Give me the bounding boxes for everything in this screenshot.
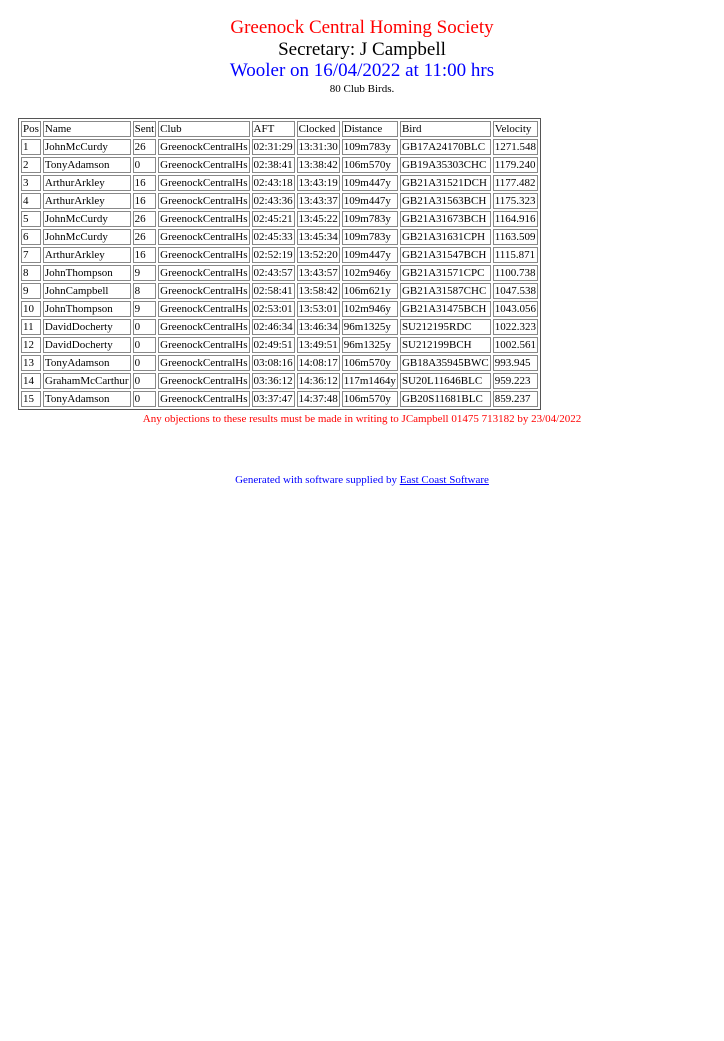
cell-velocity: 859.237 <box>493 391 538 407</box>
cell-clocked: 13:45:22 <box>298 213 338 225</box>
cell-distance: 96m1325y <box>342 337 398 353</box>
cell-pos: 8 <box>21 265 41 281</box>
cell-velocity: 1179.240 <box>493 157 538 173</box>
cell-distance: 109m447y <box>342 175 398 191</box>
cell-distance: 106m570y <box>342 391 398 407</box>
cell-name: JohnThompson <box>43 265 131 281</box>
east-coast-software-link[interactable]: East Coast Software <box>399 474 489 486</box>
cell-club: GreenockCentralHs <box>160 357 248 369</box>
cell-name: TonyAdamson <box>43 355 131 371</box>
race-line: Wooler on 16/04/2022 at 11:00 hrs <box>229 60 495 81</box>
cell-sent: 16 <box>133 193 157 209</box>
cell-aft: 02:49:51 <box>253 339 293 351</box>
cell-club: GreenockCentralHs <box>160 177 248 189</box>
cell-distance: 109m447y <box>342 193 398 209</box>
secretary-line: Secretary: J Campbell <box>278 39 446 60</box>
cell-club: GreenockCentralHs <box>160 285 248 297</box>
table-row <box>21 265 538 281</box>
cell-aft: 02:53:01 <box>253 303 293 315</box>
col-bird: Bird <box>400 121 491 137</box>
cell-bird: GB21A31547BCH <box>400 247 491 263</box>
cell-pos: 14 <box>21 373 41 389</box>
cell-aft: 03:36:12 <box>253 375 293 387</box>
table-row <box>21 283 538 299</box>
cell-clocked: 14:08:17 <box>298 357 338 369</box>
cell-club: GreenockCentralHs <box>160 375 248 387</box>
cell-sent: 9 <box>133 301 157 317</box>
cell-bird: GB21A31631CPH <box>400 229 491 245</box>
cell-pos: 4 <box>21 193 41 209</box>
cell-distance: 109m447y <box>342 247 398 263</box>
generated-text: Generated with software supplied by <box>235 474 400 486</box>
cell-distance: 117m1464y <box>343 375 396 387</box>
table-row <box>21 157 538 173</box>
table-row <box>21 229 538 245</box>
col-clocked: Clocked <box>297 121 340 137</box>
cell-velocity: 959.223 <box>493 373 538 389</box>
cell-name: ArthurArkley <box>43 247 131 263</box>
cell-sent: 0 <box>133 157 157 173</box>
col-name: Name <box>43 121 131 137</box>
cell-name: TonyAdamson <box>43 391 131 407</box>
table-row <box>21 391 538 407</box>
society-title: Greenock Central Homing Society <box>230 17 494 38</box>
cell-velocity: 1164.916 <box>493 211 538 227</box>
table-row <box>21 211 538 227</box>
table-row <box>21 139 538 155</box>
cell-velocity: 1022.323 <box>494 321 536 333</box>
cell-sent: 16 <box>133 175 157 191</box>
cell-clocked: 13:38:42 <box>298 159 338 171</box>
cell-velocity: 1115.871 <box>493 247 538 263</box>
cell-clocked: 13:49:51 <box>298 339 338 351</box>
page-header <box>0 17 724 97</box>
cell-name: DavidDocherty <box>43 319 131 335</box>
cell-velocity: 993.945 <box>493 355 538 371</box>
cell-bird: GB21A31587CHC <box>400 283 491 299</box>
cell-clocked: 13:52:20 <box>298 249 338 261</box>
table-row <box>21 337 538 353</box>
cell-pos: 2 <box>21 157 41 173</box>
cell-bird: GB21A31475BCH <box>400 301 491 317</box>
cell-aft: 02:43:36 <box>253 195 293 207</box>
cell-sent: 26 <box>133 211 157 227</box>
cell-pos: 6 <box>21 229 41 245</box>
cell-name: ArthurArkley <box>43 175 131 191</box>
cell-pos: 7 <box>21 247 41 263</box>
birds-count: 80 Club Birds. <box>329 83 395 95</box>
cell-name: JohnMcCurdy <box>43 211 131 227</box>
cell-sent: 0 <box>133 355 157 371</box>
cell-aft: 02:38:41 <box>253 159 293 171</box>
cell-pos: 10 <box>21 301 41 317</box>
cell-sent: 16 <box>133 247 157 263</box>
cell-aft: 02:43:18 <box>253 177 293 189</box>
cell-bird: GB19A35303CHC <box>400 157 491 173</box>
cell-distance: 106m570y <box>342 355 398 371</box>
cell-bird: GB21A31563BCH <box>400 193 491 209</box>
cell-distance: 96m1325y <box>342 319 398 335</box>
cell-sent: 9 <box>133 265 157 281</box>
cell-distance: 109m783y <box>342 229 398 245</box>
cell-clocked: 13:43:37 <box>298 195 338 207</box>
cell-sent: 26 <box>133 139 157 155</box>
cell-distance: 109m783y <box>342 139 398 155</box>
cell-aft: 02:43:57 <box>253 267 293 279</box>
cell-club: GreenockCentralHs <box>160 339 248 351</box>
cell-distance: 102m946y <box>342 265 398 281</box>
cell-name: JohnMcCurdy <box>43 229 131 245</box>
cell-clocked: 13:43:19 <box>298 177 338 189</box>
cell-pos: 3 <box>21 175 41 191</box>
cell-sent: 0 <box>133 337 157 353</box>
col-distance: Distance <box>342 121 398 137</box>
cell-clocked: 13:46:34 <box>298 321 338 333</box>
cell-club: GreenockCentralHs <box>160 159 248 171</box>
cell-name: JohnCampbell <box>43 283 131 299</box>
cell-sent: 0 <box>133 319 157 335</box>
cell-velocity: 1177.482 <box>493 175 538 191</box>
cell-aft: 02:45:33 <box>253 231 293 243</box>
cell-velocity: 1271.548 <box>494 141 536 153</box>
cell-clocked: 13:45:34 <box>298 231 338 243</box>
cell-aft: 02:45:21 <box>253 213 293 225</box>
cell-club: GreenockCentralHs <box>160 303 248 315</box>
cell-sent: 8 <box>133 283 157 299</box>
cell-distance: 106m621y <box>342 283 398 299</box>
table-header-row <box>21 121 538 137</box>
cell-velocity: 1100.738 <box>493 265 538 281</box>
cell-velocity: 1163.509 <box>493 229 538 245</box>
col-aft: AFT <box>252 121 295 137</box>
col-club: Club <box>158 121 249 137</box>
table-row <box>21 193 538 209</box>
cell-name: TonyAdamson <box>43 157 131 173</box>
table-row <box>21 319 538 335</box>
cell-sent: 0 <box>133 373 157 389</box>
cell-club: GreenockCentralHs <box>160 195 248 207</box>
table-row <box>21 301 538 317</box>
cell-bird: GB20S11681BLC <box>400 391 491 407</box>
cell-pos: 11 <box>21 319 41 335</box>
cell-aft: 02:52:19 <box>253 249 293 261</box>
cell-distance: 106m570y <box>342 157 398 173</box>
cell-club: GreenockCentralHs <box>160 267 248 279</box>
col-pos: Pos <box>23 123 39 135</box>
cell-distance: 109m783y <box>342 211 398 227</box>
cell-clocked: 13:53:01 <box>298 303 338 315</box>
cell-bird: SU212195RDC <box>400 319 491 335</box>
cell-sent: 26 <box>133 229 157 245</box>
col-sent: Sent <box>134 123 155 135</box>
cell-bird: SU212199BCH <box>400 337 491 353</box>
cell-aft: 02:58:41 <box>253 285 293 297</box>
cell-club: GreenockCentralHs <box>160 213 248 225</box>
cell-pos: 9 <box>21 283 41 299</box>
cell-clocked: 14:36:12 <box>298 375 338 387</box>
cell-name: JohnMcCurdy <box>43 139 131 155</box>
cell-distance: 102m946y <box>342 301 398 317</box>
table-row <box>21 355 538 371</box>
cell-velocity: 1047.538 <box>494 285 536 297</box>
table-row <box>21 373 538 389</box>
cell-sent: 0 <box>133 391 157 407</box>
cell-name: DavidDocherty <box>43 337 131 353</box>
cell-bird: GB21A31571CPC <box>400 265 491 281</box>
cell-bird: GB21A31673BCH <box>400 211 491 227</box>
cell-bird: SU20L11646BLC <box>400 373 491 389</box>
cell-pos: 12 <box>21 337 41 353</box>
results-table <box>18 118 541 410</box>
cell-aft: 03:08:16 <box>253 357 293 369</box>
cell-club: GreenockCentralHs <box>160 141 248 153</box>
cell-clocked: 13:58:42 <box>298 285 338 297</box>
cell-name: JohnThompson <box>43 301 131 317</box>
cell-velocity: 1043.056 <box>494 303 536 315</box>
table-row <box>21 247 538 263</box>
cell-velocity: 1175.323 <box>493 193 538 209</box>
cell-clocked: 14:37:48 <box>298 393 338 405</box>
cell-club: GreenockCentralHs <box>160 393 248 405</box>
cell-club: GreenockCentralHs <box>160 321 248 333</box>
cell-aft: 03:37:47 <box>253 393 293 405</box>
cell-aft: 02:46:34 <box>253 321 293 333</box>
col-velocity: Velocity <box>493 121 538 137</box>
cell-pos: 5 <box>21 211 41 227</box>
cell-pos: 1 <box>21 139 41 155</box>
cell-pos: 13 <box>21 355 41 371</box>
cell-bird: GB21A31521DCH <box>400 175 491 191</box>
generated-notice <box>0 474 724 486</box>
cell-bird: GB18A35945BWC <box>401 357 489 369</box>
table-row <box>21 175 538 191</box>
cell-club: GreenockCentralHs <box>160 249 248 261</box>
cell-aft: 02:31:29 <box>253 141 293 153</box>
cell-velocity: 1002.561 <box>494 339 536 351</box>
cell-pos: 15 <box>21 391 41 407</box>
cell-name: GrahamMcCarthur <box>44 375 129 387</box>
cell-club: GreenockCentralHs <box>160 231 248 243</box>
cell-clocked: 13:43:57 <box>298 267 338 279</box>
cell-name: ArthurArkley <box>43 193 131 209</box>
objection-notice: Any objections to these results must be made in writing to JCampbell 01475 713182 by 23/04/2022 <box>142 413 582 425</box>
cell-bird: GB17A24170BLC <box>400 139 491 155</box>
results-body <box>21 139 538 407</box>
cell-clocked: 13:31:30 <box>298 141 338 153</box>
